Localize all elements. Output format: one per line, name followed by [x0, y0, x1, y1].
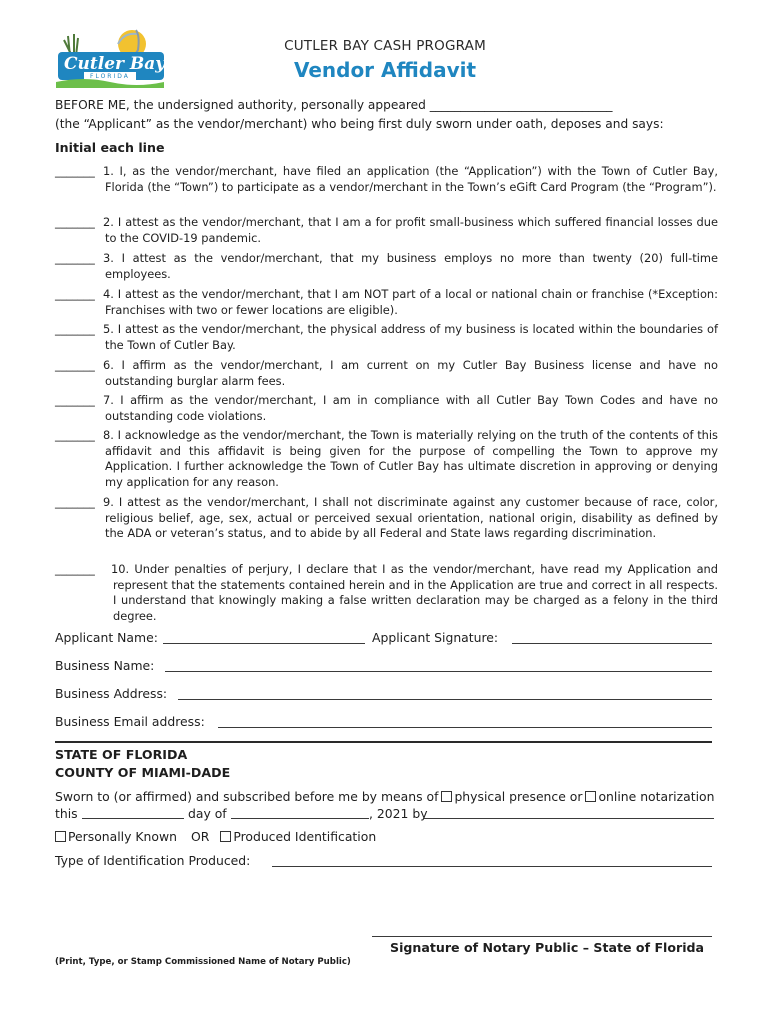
applicant-name-label: Applicant Name: [55, 630, 158, 645]
affidavit-item-7 [55, 393, 718, 424]
applicant-name-line[interactable] [163, 643, 365, 644]
item-text: 1. I, as the vendor/merchant, have filed an application (the “Application”) with the Town of Cutler Bay, Florida (the “Town”) to participate as a vendor/merchant in the Town’s eGift Card Program (the “Program”). [103, 164, 718, 194]
initial-blank[interactable]: _______ [55, 428, 95, 442]
item-text: 5. I attest as the vendor/merchant, the physical address of my business is located within the boundaries of the Town of Cutler Bay. [103, 322, 718, 352]
initial-blank[interactable]: _______ [55, 251, 95, 265]
online-notarization-checkbox[interactable] [585, 791, 596, 802]
initial-heading: Initial each line [55, 140, 165, 155]
physical-presence-label: physical presence or [454, 789, 583, 804]
affidavit-item-6 [55, 358, 718, 389]
affidavit-item-8 [55, 428, 718, 490]
initial-blank[interactable]: _______ [55, 562, 95, 576]
affidavit-item-3 [55, 251, 718, 282]
affidavit-item-10 [55, 562, 718, 624]
business-address-line[interactable] [178, 699, 712, 700]
online-notarization-label: online notarization [598, 789, 715, 804]
initial-blank[interactable]: _______ [55, 215, 95, 229]
initial-blank[interactable]: _______ [55, 322, 95, 336]
notary-signature-label: Signature of Notary Public – State of Florida [390, 940, 705, 955]
personally-known-label: Personally Known [68, 829, 177, 844]
initial-blank[interactable]: _______ [55, 393, 95, 407]
logo-subtext: FLORIDA [90, 73, 130, 80]
affidavit-item-4 [55, 287, 718, 318]
business-email-line[interactable] [218, 727, 712, 728]
item-text: 9. I attest as the vendor/merchant, I shall not discriminate against any customer because of race, color, religious belief, age, sex, actual or perceived sexual orientation, national origin, disability as defined by the ADA or veteran’s status, and to abide by all Federal and State laws regarding discrimination. [103, 495, 718, 541]
item-text: 2. I attest as the vendor/merchant, that I am a for profit small-business which suffered financial losses due to the COVID-19 pandemic. [103, 215, 718, 245]
business-name-line[interactable] [165, 671, 712, 672]
affidavit-item-9 [55, 495, 718, 542]
affidavit-item-1 [55, 164, 718, 195]
business-name-label: Business Name: [55, 658, 155, 673]
affidavit-item-5 [55, 322, 718, 353]
month-line[interactable] [231, 818, 369, 819]
produced-identification-checkbox[interactable] [220, 831, 231, 842]
business-address-label: Business Address: [55, 686, 168, 701]
initial-blank[interactable]: _______ [55, 164, 95, 178]
physical-presence-checkbox[interactable] [441, 791, 452, 802]
notary-print-name-label: (Print, Type, or Stamp Commissioned Name of Notary Public) [55, 957, 351, 967]
item-text: 3. I attest as the vendor/merchant, that my business employs no more than twenty (20) full-time employees. [103, 251, 718, 281]
intro-line-2: (the “Applicant” as the vendor/merchant) who being first duly sworn under oath, deposes and says: [55, 117, 664, 131]
sworn-line [55, 789, 714, 804]
day-of-label: day of [188, 806, 227, 821]
year-by-label: , 2021 by [369, 806, 428, 821]
intro-line-1: BEFORE ME, the undersigned authority, personally appeared ______________________________ [55, 98, 613, 112]
item-text: 10. Under penalties of perjury, I declare that I as the vendor/merchant, have read my Application and represent that the statements contained herein and in the Application are true and correct in all respects. I understand that knowingly making a false written declaration may be charged as a felony in the third degree. [111, 562, 718, 623]
document-title: Vendor Affidavit [293, 58, 477, 82]
item-text: 6. I affirm as the vendor/merchant, I am current on my Cutler Bay Business license and have no outstanding burglar alarm fees. [103, 358, 718, 388]
identification-options [55, 829, 376, 844]
produced-identification-label: Produced Identification [233, 829, 377, 844]
applicant-signature-line[interactable] [512, 643, 712, 644]
applicant-signature-label: Applicant Signature: [372, 630, 499, 645]
sworn-text: Sworn to (or affirmed) and subscribed before me by means of [55, 789, 439, 804]
state-label: STATE OF FLORIDA [55, 747, 188, 762]
section-divider [55, 741, 712, 743]
notary-signature-line[interactable] [372, 936, 712, 937]
cutler-bay-logo [54, 26, 166, 88]
county-label: COUNTY OF MIAMI-DADE [55, 765, 231, 780]
id-type-label: Type of Identification Produced: [55, 853, 251, 868]
item-text: 8. I acknowledge as the vendor/merchant, the Town is materially relying on the truth of the contents of this affidavit and this affidavit is being given for the purpose of compelling the Town to approve my Application. I further acknowledge the Town of Cutler Bay has ultimate discretion in approving or denying my application for any reason. [103, 428, 718, 489]
initial-blank[interactable]: _______ [55, 358, 95, 372]
initial-blank[interactable]: _______ [55, 495, 95, 509]
this-label: this [55, 806, 78, 821]
day-line[interactable] [82, 818, 184, 819]
item-text: 7. I affirm as the vendor/merchant, I am in compliance with all Cutler Bay Town Codes and have no outstanding code violations. [103, 393, 718, 423]
by-name-line[interactable] [424, 818, 714, 819]
or-label: OR [190, 829, 210, 844]
business-email-label: Business Email address: [55, 714, 205, 729]
initial-blank[interactable]: _______ [55, 287, 95, 301]
logo-text: Cutler Bay [64, 54, 166, 74]
affidavit-item-2 [55, 215, 718, 246]
program-name: CUTLER BAY CASH PROGRAM [284, 38, 486, 54]
personally-known-checkbox[interactable] [55, 831, 66, 842]
item-text: 4. I attest as the vendor/merchant, that I am NOT part of a local or national chain or franchise (*Exception: Franchises with two or fewer locations are eligible). [103, 287, 718, 317]
id-type-line[interactable] [272, 866, 712, 867]
